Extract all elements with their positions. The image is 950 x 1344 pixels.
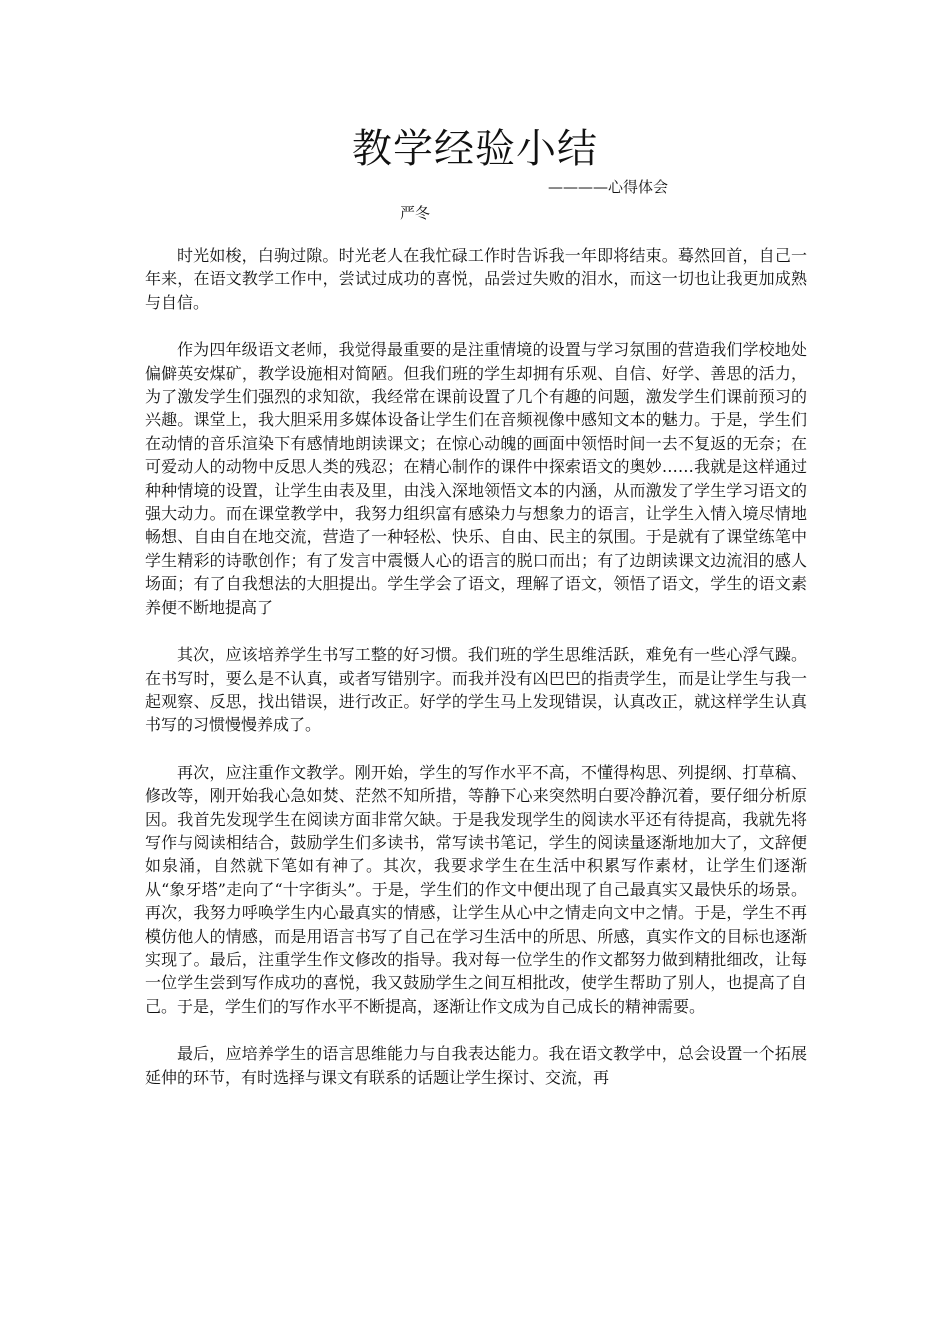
paragraph-language-thinking: 最后，应培养学生的语言思维能力与自我表达能力。我在语文教学中，总会设置一个拓展延伸的环节，有时选择与课文有联系的话题让学生探讨、交流，再: [145, 1044, 807, 1087]
paragraph-writing-habits: 其次，应该培养学生书写工整的好习惯。我们班的学生思维活跃，难免有一些心浮气躁。在书写时，要么是不认真，或者写错别字。而我并没有凶巴巴的指责学生，而是让学生与我一起观察、反思，找出错误，进行改正。好学的学生马上发现错误，认真改正，就这样学生认真书写的习惯慢慢养成了。: [145, 645, 807, 735]
paragraph-situation-setting: 作为四年级语文老师，我觉得最重要的是注重情境的设置与学习氛围的营造我们学校地处偏僻英安煤矿，教学设施相对简陋。但我们班的学生却拥有乐观、自信、好学、善思的活力，为了激发学生们强烈的求知欲，我经常在课前设置了几个有趣的问题，激发学生们课前预习的兴趣。课堂上，我大胆采用多媒体设备让学生们在音频视像中感知文本的魅力。于是，学生们在动情的音乐渲染下有感情地朗读课文；在惊心动魄的画面中领悟时间一去不复返的无奈；在可爱动人的动物中反思人类的残忍；在精心制作的课件中探索语文的奥妙……我就是这样通过种种情境的设置，让学生由表及里，由浅入深地领悟文本的内涵，从而激发了学生学习语文的强大动力。而在课堂教学中，我努力组织富有感染力与想象力的语言，让学生入情入境尽情地畅想、自由自在地交流，营造了一种轻松、快乐、自由、民主的氛围。于是就有了课堂练笔中学生精彩的诗歌创作；有了发言中震慑人心的语言的脱口而出；有了边朗读课文边流泪的感人场面；有了自我想法的大胆提出。学生学会了语文，理解了语文，领悟了语文，学生的语文素养便不断地提高了: [145, 340, 807, 617]
document-subtitle: ————心得体会: [548, 178, 669, 196]
author-name: 严冬: [400, 204, 431, 222]
paragraph-composition-teaching: 再次，应注重作文教学。刚开始，学生的写作水平不高，不懂得构思、列提纲、打草稿、修改等，刚开始我心急如焚、茫然不知所措，等静下心来突然明白要冷静沉着，要仔细分析原因。我首先发现学生在阅读方面非常欠缺。于是我发现学生的阅读水平还有待提高，我就先将写作与阅读相结合，鼓励学生们多读书，常写读书笔记，学生的阅读量逐渐地加大了，文辞便如泉涌，自然就下笔如有神了。其次，我要求学生在生活中积累写作素材，让学生们逐渐从“象牙塔”走向了“十字街头”。于是，学生们的作文中便出现了自己最真实又最快乐的场景。再次，我努力呼唤学生内心最真实的情感，让学生从心中之情走向文中之情。于是，学生不再模仿他人的情感，而是用语言书写了自己在学习生活中的所思、所感，真实作文的目标也逐渐实现了。最后，注重学生作文修改的指导。我对每一位学生的作文都努力做到精批细改，让每一位学生尝到写作成功的喜悦，我又鼓励学生之间互相批改，使学生帮助了别人，也提高了自己。于是，学生们的写作水平不断提高，逐渐让作文成为自己成长的精神需要。: [145, 762, 807, 1016]
document-title: 教学经验小结: [352, 126, 598, 172]
document-body: [145, 244, 807, 1113]
paragraph-intro: 时光如梭，白驹过隙。时光老人在我忙碌工作时告诉我一年即将结束。蓦然回首，自己一年来，在语文教学工作中，尝试过成功的喜悦，品尝过失败的泪水，而这一切也让我更加成熟与自信。: [145, 246, 807, 312]
